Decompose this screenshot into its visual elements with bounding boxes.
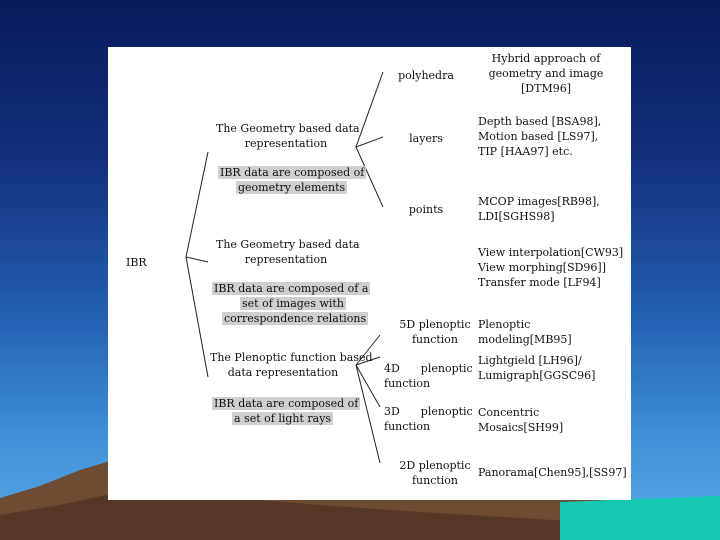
geometry-bracket-line [356,137,383,147]
technique-examples: Concentric Mosaics[SH99] [478,406,564,434]
technique-label: 5D plenoptic function [399,318,471,346]
technique-examples: Depth based [BSA98], Motion based [LS97], TIP [HAA97] etc. [478,115,602,158]
category-title: The Geometry based data representation [216,238,360,266]
root-bracket-line [186,152,208,257]
technique-examples: Hybrid approach of geometry and image [DTM96] [488,52,604,95]
root-label: IBR [126,256,147,269]
technique-examples: Lightgield [LH96]/ Lumigraph[GGSC96] [478,354,596,382]
technique-label: 4D plenoptic function [384,362,473,390]
technique-label: 3D plenoptic function [384,405,473,433]
category-examples: View interpolation[CW93] View morphing[SD96]] Transfer mode [LF94] [478,246,624,289]
technique-label: polyhedra [398,69,454,82]
water-strip [560,496,720,540]
category-description: IBR data are composed of a set of images with correspondence relations [214,282,369,325]
category-description: IBR data are composed of geometry elements [220,166,365,194]
technique-examples: Plenoptic modeling[MB95] [478,318,572,346]
technique-examples: MCOP images[RB98], LDI[SGHS98] [478,195,600,223]
diagram-panel [108,47,631,500]
technique-label: points [408,203,444,216]
technique-label: 2D plenoptic function [399,459,471,487]
technique-label: layers [409,132,443,145]
root-bracket-line [186,257,208,262]
category-description: IBR data are composed of a set of light rays [214,397,359,425]
category-title: The Plenoptic function based data representation [210,351,373,379]
root-bracket-line [186,257,208,377]
geometry-bracket-line [356,72,383,147]
technique-examples: Panorama[Chen95],[SS97] [478,466,627,479]
category-title: The Geometry based data representation [216,122,360,150]
